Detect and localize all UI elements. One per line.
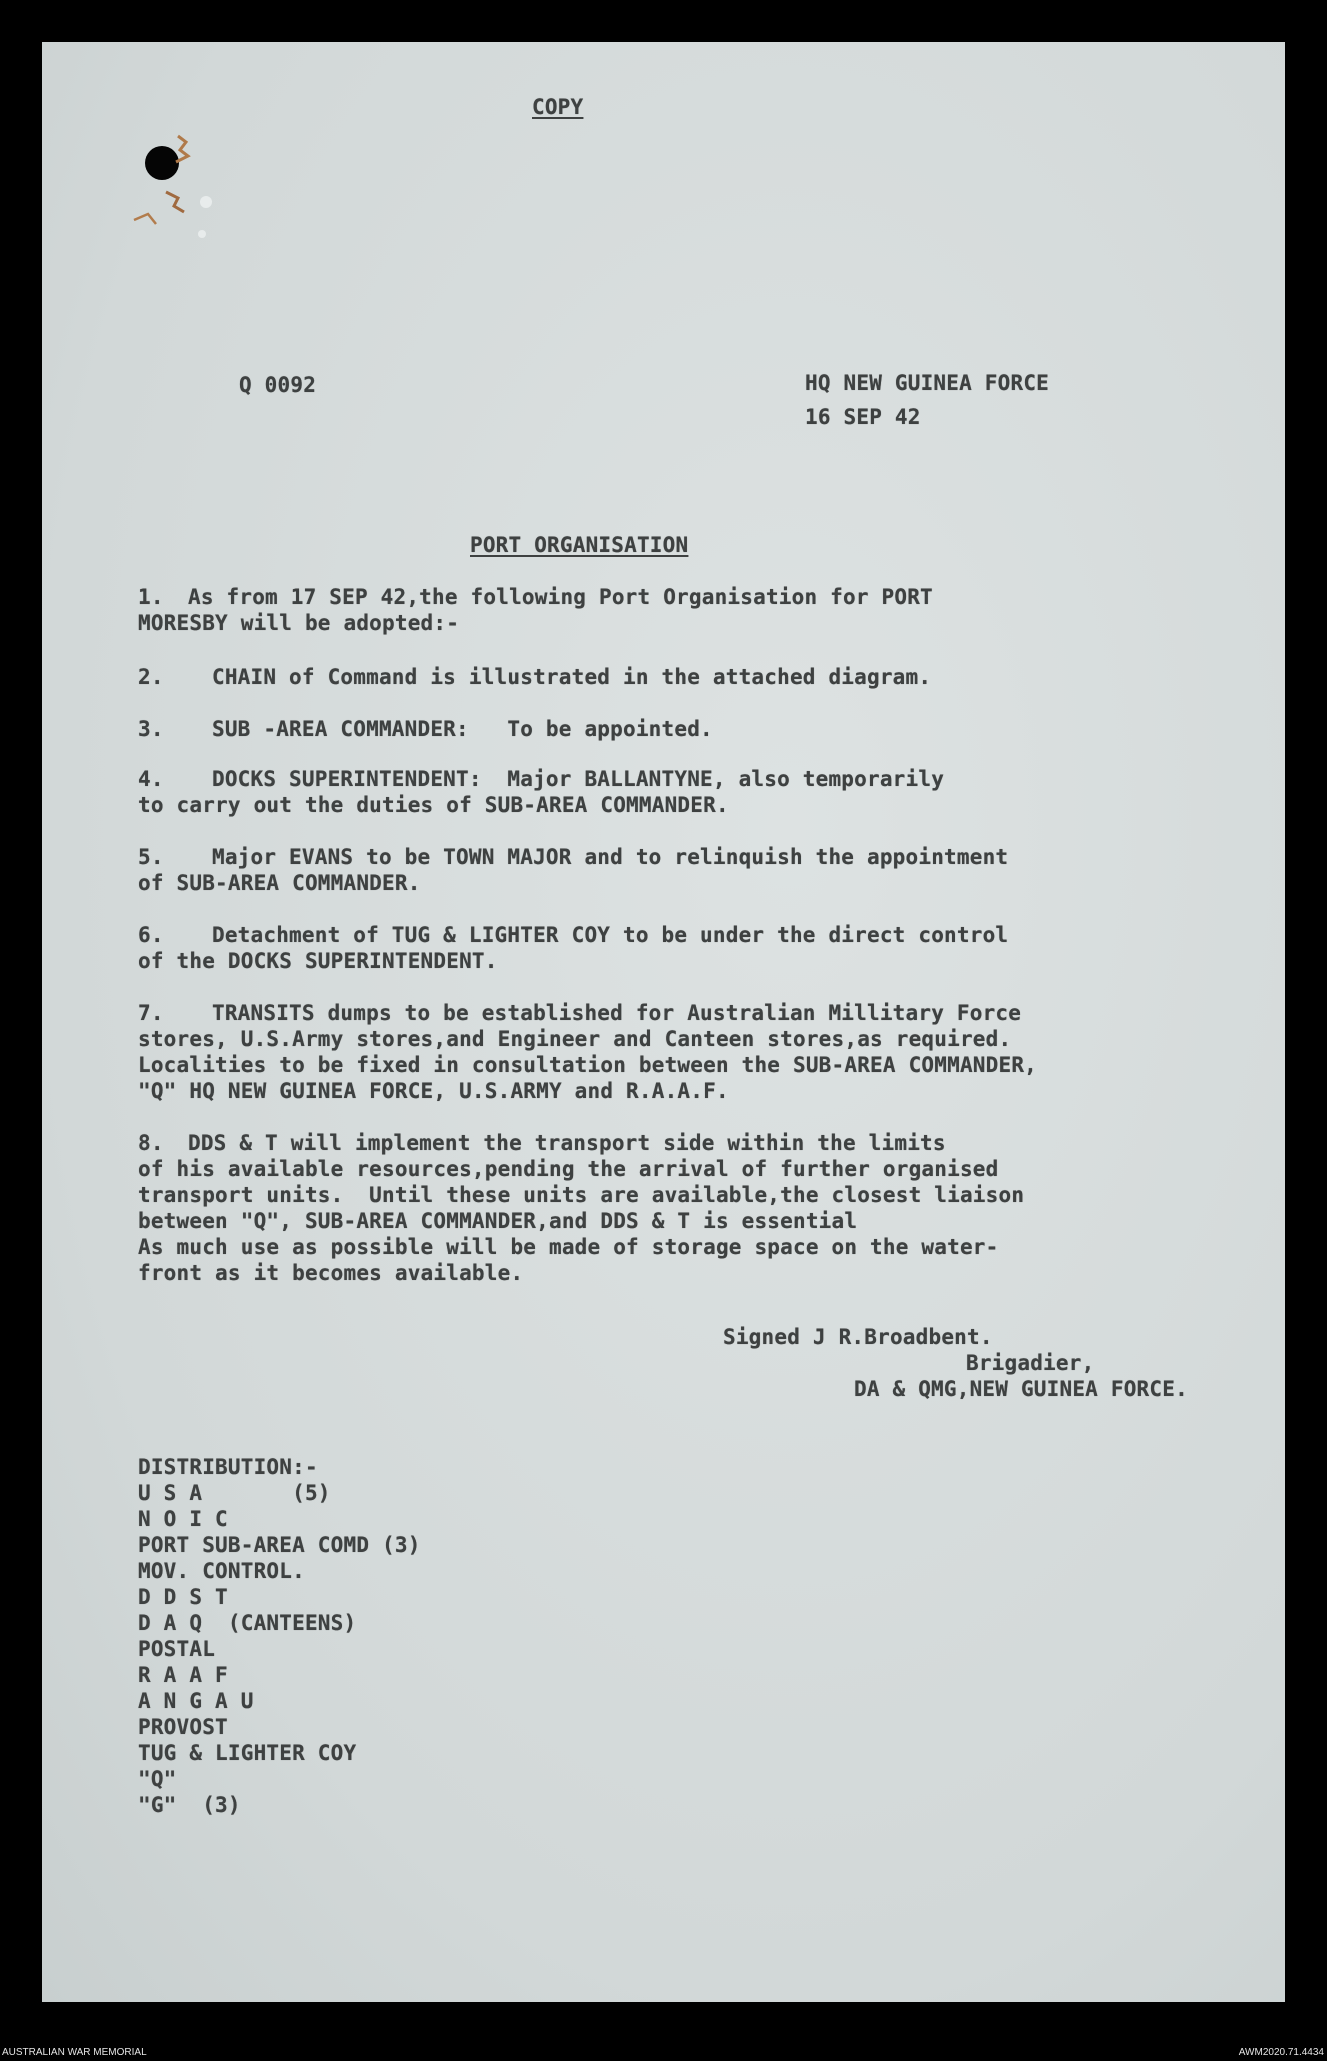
paragraph-line: to carry out the duties of SUB-AREA COMMANDER.	[138, 793, 729, 817]
paragraph-line: Localities to be fixed in consultation between the SUB-AREA COMMANDER,	[138, 1053, 1038, 1077]
distribution-item: PROVOST	[138, 1715, 228, 1739]
paragraph-line: As from 17 SEP 42,the following Port Organisation for PORT	[188, 585, 933, 609]
signature-appointment: DA & QMG,NEW GUINEA FORCE.	[854, 1377, 1188, 1401]
signature-line: Signed J R.Broadbent.	[723, 1325, 993, 1349]
document-title: PORT ORGANISATION	[470, 533, 689, 557]
reference-number: Q 0092	[239, 373, 317, 397]
paragraph-line: of SUB-AREA COMMANDER.	[138, 871, 421, 895]
paragraph-line: stores, U.S.Army stores,and Engineer and Canteen stores,as required.	[138, 1027, 1012, 1051]
document-page	[42, 42, 1285, 2002]
distribution-item: POSTAL	[138, 1637, 216, 1661]
paragraph-line: CHAIN of Command is illustrated in the attached diagram.	[212, 665, 932, 689]
paragraph-number: 5.	[138, 845, 164, 869]
paragraph-line: MORESBY will be adopted:-	[138, 611, 460, 635]
paragraph-line: Detachment of TUG & LIGHTER COY to be under the direct control	[212, 923, 1009, 947]
paragraph-line: between "Q", SUB-AREA COMMANDER,and DDS & T is essential	[138, 1209, 858, 1233]
distribution-item: MOV. CONTROL.	[138, 1559, 305, 1583]
distribution-item: PORT SUB-AREA COMD (3)	[138, 1533, 421, 1557]
paragraph-line: front as it becomes available.	[138, 1261, 524, 1285]
paragraph-line: As much use as possible will be made of storage space on the water-	[138, 1235, 999, 1259]
originating-unit: HQ NEW GUINEA FORCE	[805, 371, 1050, 395]
paragraph-number: 8.	[138, 1131, 164, 1155]
distribution-heading: DISTRIBUTION:-	[138, 1455, 318, 1479]
distribution-item: TUG & LIGHTER COY	[138, 1741, 357, 1765]
paragraph-line: TRANSITS dumps to be established for Australian Millitary Force	[212, 1001, 1022, 1025]
distribution-item: "G" (3)	[138, 1793, 241, 1817]
paragraph-number: 3.	[138, 717, 164, 741]
paragraph-line: transport units. Until these units are available,the closest liaison	[138, 1183, 1025, 1207]
paragraph-line: of the DOCKS SUPERINTENDENT.	[138, 949, 498, 973]
paragraph-line: DDS & T will implement the transport side within the limits	[188, 1131, 946, 1155]
paragraph-line: DOCKS SUPERINTENDENT: Major BALLANTYNE, also temporarily	[212, 767, 945, 791]
distribution-item: N O I C	[138, 1507, 228, 1531]
copy-label: COPY	[532, 95, 584, 119]
distribution-item: U S A (5)	[138, 1481, 331, 1505]
paper-tear-mark	[126, 132, 226, 242]
archive-credit: AUSTRALIAN WAR MEMORIAL	[2, 2047, 147, 2058]
paragraph-number: 7.	[138, 1001, 164, 1025]
distribution-item: D A Q (CANTEENS)	[138, 1611, 357, 1635]
paragraph-line: Major EVANS to be TOWN MAJOR and to relinquish the appointment	[212, 845, 1009, 869]
document-date: 16 SEP 42	[805, 405, 921, 429]
distribution-item: D D S T	[138, 1585, 228, 1609]
distribution-item: "Q"	[138, 1767, 177, 1791]
distribution-item: R A A F	[138, 1663, 228, 1687]
paragraph-number: 1.	[138, 585, 164, 609]
paragraph-line: of his available resources,pending the arrival of further organised	[138, 1157, 999, 1181]
paragraph-line: SUB -AREA COMMANDER: To be appointed.	[212, 717, 713, 741]
signature-rank: Brigadier,	[966, 1351, 1095, 1375]
paragraph-number: 2.	[138, 665, 164, 689]
paragraph-number: 6.	[138, 923, 164, 947]
distribution-item: A N G A U	[138, 1689, 254, 1713]
paragraph-line: "Q" HQ NEW GUINEA FORCE, U.S.ARMY and R.A.A.F.	[138, 1079, 729, 1103]
archive-reference: AWM2020.71.4434	[1238, 2047, 1324, 2058]
paragraph-number: 4.	[138, 767, 164, 791]
